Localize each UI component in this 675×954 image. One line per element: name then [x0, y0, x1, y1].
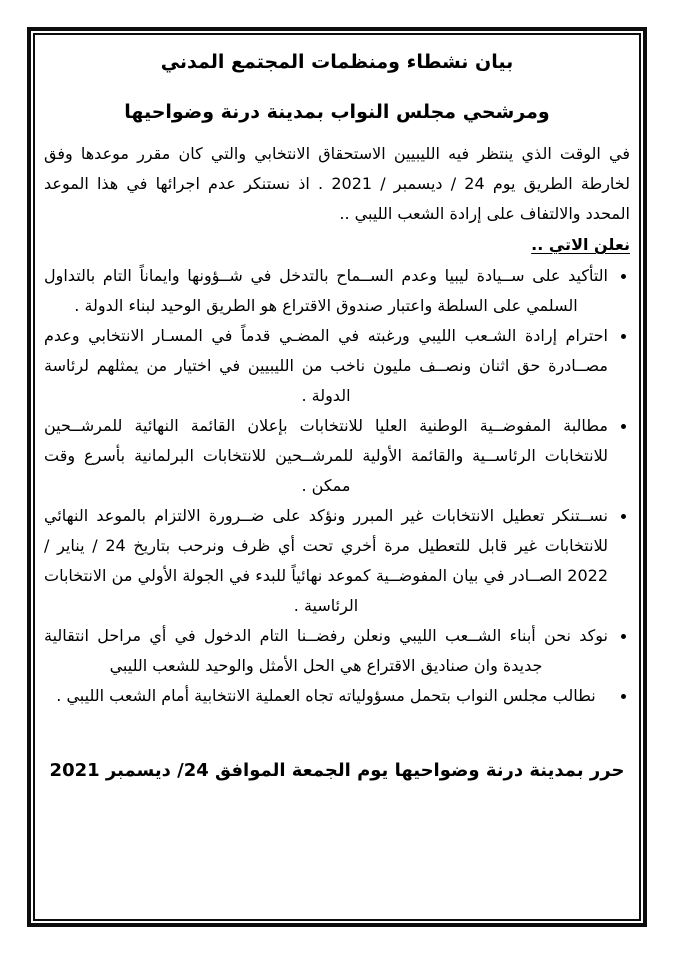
- intro-paragraph: في الوقت الذي ينتظر فيه الليبيين الاستحقاق الانتخابي والتي كان مقرر موعدها وفق لخارطة الطريق يوم 24 / ديسمبر / 2021 . اذ نستنكر عدم اجرائها في هذا الموعد المحدد والالتفاف على إرادة الشعب الليبي ..: [44, 144, 630, 223]
- declaration-list: [44, 261, 630, 711]
- closing-statement: حرر بمدينة درنة وضواحيها يوم الجمعة الموافق 24/ ديسمبر 2021: [49, 760, 625, 781]
- statement-document-border: [27, 27, 647, 927]
- declaration-item-condemn-delay: • نســتنكر تعطيل الانتخابات غير المبرر ونؤكد على ضــرورة الالتزام بالموعد النهائي للانتخابات غير قابل للتعطيل مرة أخري تحت أي ظرف ونرحب بتاريخ 24 / يناير / 2022 الصــادر في بيان المفوضــية كموعد نهائياً للبدء في الجولة الأولي من الانتخابات الرئاسية .: [44, 501, 610, 621]
- declaration-item-reject-transition: • نوكد نحن أبناء الشــعب الليبي ونعلن رفضــنا التام الدخول في أي مراحل انتقالية جديدة وان صناديق الاقتراع هي الحل الأمثل والوحيد للشعب الليبي: [44, 621, 610, 681]
- statement-title-line2: ومرشحي مجلس النواب بمدينة درنة وضواحيها: [124, 101, 550, 123]
- statement-document: [33, 33, 641, 921]
- statement-title-line1: بيان نشطاء ومنظمات المجتمع المدني: [160, 51, 514, 73]
- declaration-item-sovereignty: • التأكيد على ســيادة ليبيا وعدم الســماح بالتدخل في شــؤونها وايماناً التام بالتداول السلمي على السلطة واعتبار صندوق الاقتراع هو الطريق الوحيد لبناء الدولة .: [44, 261, 610, 321]
- declaration-item-respect-will: • احترام إرادة الشـعب الليبي ورغبته في المضـي قدماً في المسـار الانتخابي وعدم مصــادرة حق اثنان ونصــف مليون ناخب من الليبيين في اختيار من يمثلهم لرئاسة الدولة .: [44, 321, 610, 411]
- declaration-item-hnec-lists: • مطالبة المفوضــية الوطنية العليا للانتخابات بإعلان القائمة النهائية للمرشــحين للانتخابات الرئاســية والقائمة الأولية للمرشــحين للانتخابات البرلمانية بأسرع وقت ممكن .: [44, 411, 610, 501]
- declaration-heading: نعلن الاتي ..: [531, 235, 630, 254]
- declaration-item-parliament-responsibility: • نطالب مجلس النواب بتحمل مسؤولياته تجاه العملية الانتخابية أمام الشعب الليبي .: [44, 681, 610, 711]
